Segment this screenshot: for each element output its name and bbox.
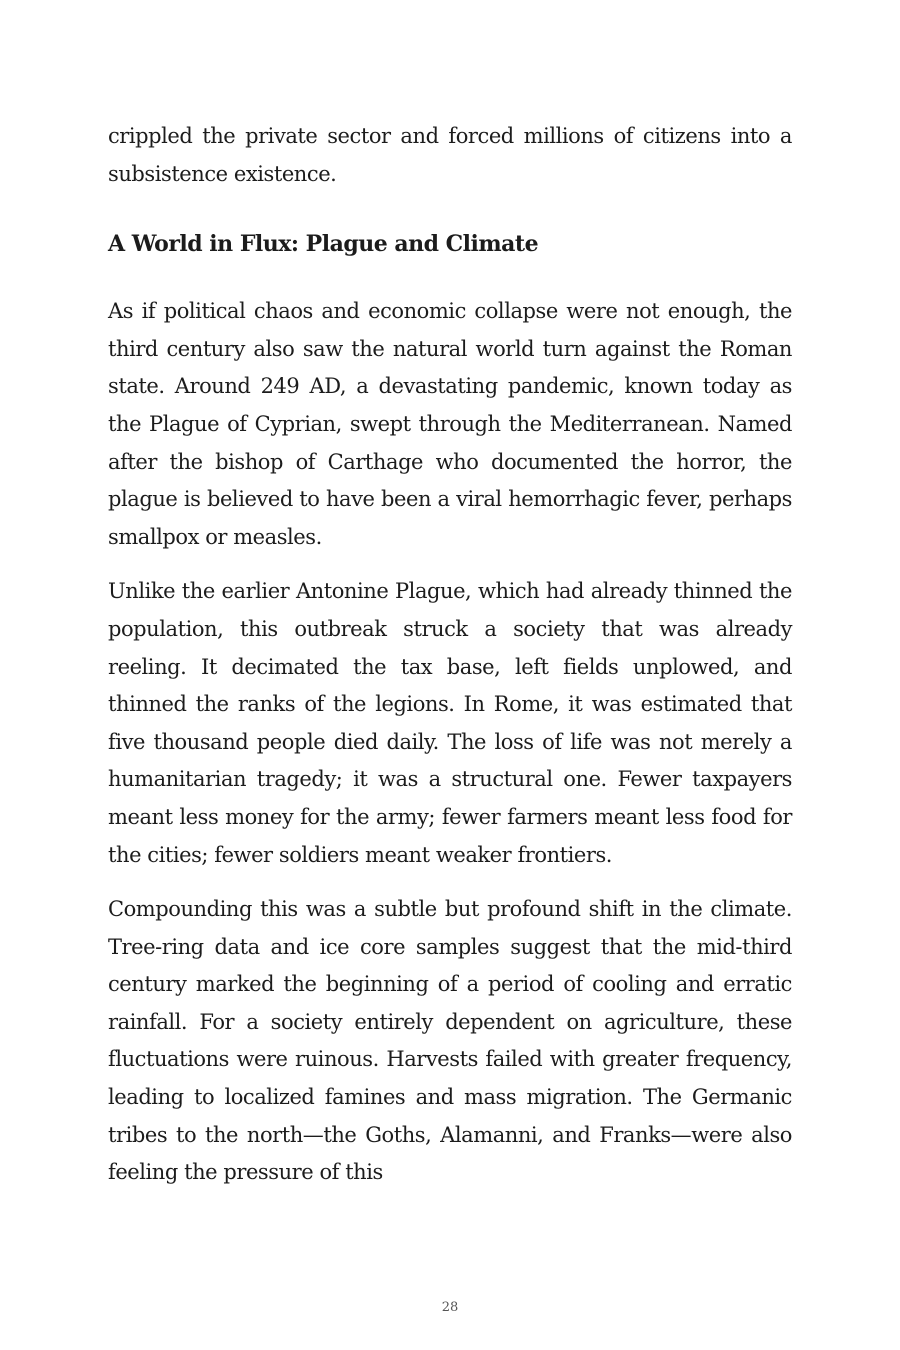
paragraph-climate-shift: Compounding this was a subtle but profound shift in the climate. Tree-ring data and ice core samples suggest that the mid-third century marked the beginning of a period of cooling and erratic rainfall. For a society entirely dependent on agriculture, these fluctuations were ruinous. Harvests failed with greater frequency, leading to localized famines and mass migration. The Germanic tribes to the north—the Goths, Alamanni, and Franks—were also feeling the pressure of this bbox=[108, 897, 792, 1185]
paragraph-continuation: crippled the private sector and forced millions of citizens into a subsistence existence. bbox=[108, 124, 792, 186]
section-heading: A World in Flux: Plague and Climate bbox=[108, 231, 539, 258]
page-body bbox=[108, 118, 792, 1209]
page-number: 28 bbox=[441, 1300, 459, 1315]
paragraph-antonine-comparison: Unlike the earlier Antonine Plague, which had already thinned the population, this outbreak struck a society that was already reeling. It decimated the tax base, left fields unplowed, and thinned the ranks of the legions. In Rome, it was estimated that five thousand people died daily. The loss of life was not merely a humanitarian tragedy; it was a structural one. Fewer taxpayers meant less money for the army; fewer farmers meant less food for the cities; fewer soldiers meant weaker frontiers. bbox=[108, 579, 792, 867]
paragraph-plague-of-cyprian: As if political chaos and economic collapse were not enough, the third century also saw the natural world turn against the Roman state. Around 249 AD, a devastating pandemic, known today as the Plague of Cyprian, swept through the Mediterranean. Named after the bishop of Carthage who documented the horror, the plague is believed to have been a viral hemorrhagic fever, perhaps smallpox or measles. bbox=[108, 299, 792, 549]
